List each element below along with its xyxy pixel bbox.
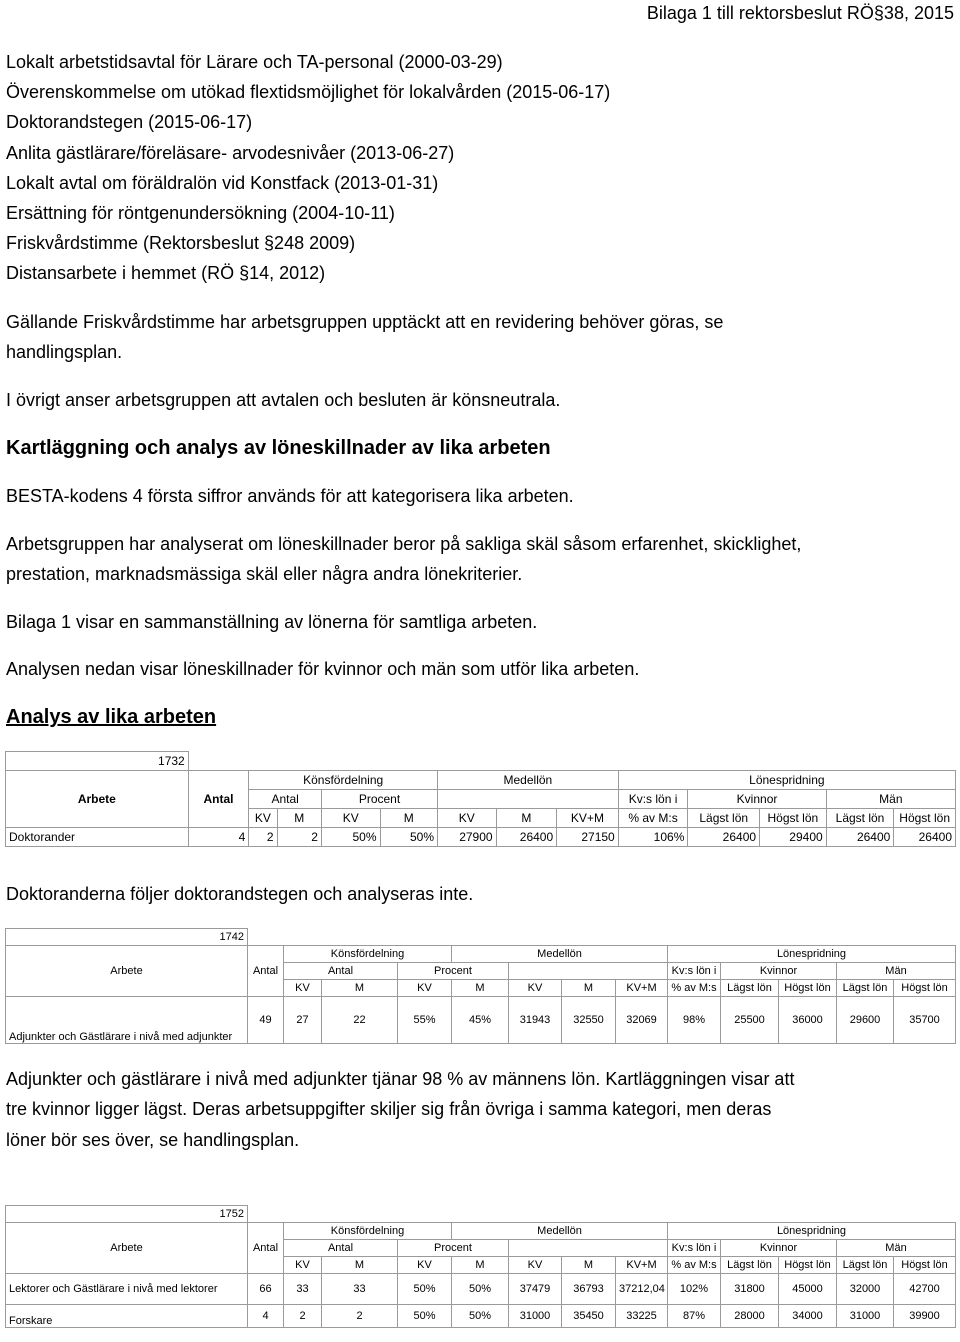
header-hogst: Högst lön [894, 809, 956, 828]
header-lagst: Lägst lön [721, 1257, 779, 1274]
header-pct-av-ms: % av M:s [668, 980, 721, 997]
paragraph-analysis-2: prestation, marknadsmässiga skäl eller några andra lönekriterier. [6, 564, 523, 584]
cell-pct-m: 50% [452, 1274, 509, 1305]
header-arbete: Arbete [6, 771, 189, 828]
cell-kv-lagst: 26400 [688, 828, 760, 847]
header-hogst: Högst lön [779, 980, 837, 997]
cell-pct-kv: 55% [398, 997, 452, 1044]
section-heading: Kartläggning och analys av löneskillnader av lika arbeten [6, 437, 551, 459]
cell-antal: 49 [248, 997, 284, 1044]
besta-code: 1732 [6, 752, 189, 771]
agreement-item: Friskvårdstimme (Rektorsbeslut §248 2009) [6, 233, 356, 253]
cell-med-kv: 31943 [509, 997, 562, 1044]
header-man: Män [837, 1240, 956, 1257]
cell-pct-m: 50% [452, 1305, 509, 1328]
cell-antal: 4 [188, 828, 249, 847]
cell-pct-av-ms: 102% [668, 1274, 721, 1305]
header-medellon: Medellön [452, 946, 668, 963]
header-kvm: KV+M [616, 980, 668, 997]
header-lagst: Lägst lön [837, 1257, 894, 1274]
header-konsfordelning: Könsfördelning [249, 771, 438, 790]
header-m: M [562, 1257, 616, 1274]
cell-med-kv: 27900 [438, 828, 497, 847]
paragraph-appendix: Bilaga 1 visar en sammanställning av lönerna för samtliga arbeten. [6, 612, 538, 632]
cell-m-lagst: 29600 [837, 997, 894, 1044]
cell-arbete: Adjunkter och Gästlärare i nivå med adjunkter [6, 997, 248, 1044]
cell-pct-kv: 50% [398, 1305, 452, 1328]
cell-arbete: Lektorer och Gästlärare i nivå med lektorer [6, 1274, 248, 1305]
cell-antal-m: 22 [322, 997, 398, 1044]
header-hogst: Högst lön [894, 980, 956, 997]
agreement-item: Doktorandstegen (2015-06-17) [6, 112, 253, 132]
header-lagst: Lägst lön [837, 980, 894, 997]
cell-pct-av-ms: 87% [668, 1305, 721, 1328]
cell-antal-m: 2 [322, 1305, 398, 1328]
salary-table-1732 [5, 751, 956, 847]
header-m: M [562, 980, 616, 997]
cell-pct-m: 45% [452, 997, 509, 1044]
header-kv: KV [398, 980, 452, 997]
header-konsfordelning: Könsfördelning [284, 946, 452, 963]
paragraph-adjunkter-3: löner bör ses över, se handlingsplan. [6, 1130, 300, 1150]
subheading-analysis: Analys av lika arbeten [6, 706, 217, 728]
cell-m-hogst: 26400 [894, 828, 956, 847]
header-kvm: KV+M [557, 809, 619, 828]
header-procent: Procent [398, 963, 509, 980]
header-kv: KV [509, 980, 562, 997]
header-m: M [452, 980, 509, 997]
header-kv: KV [284, 980, 322, 997]
appendix-reference: Bilaga 1 till rektorsbeslut RÖ§38, 2015 [646, 3, 954, 23]
header-antal: Antal [248, 1223, 284, 1274]
cell-pct-m: 50% [380, 828, 438, 847]
paragraph-friskvard-1: Gällande Friskvårdstimme har arbetsgruppen upptäckt att en revidering behöver göras, se [6, 312, 724, 332]
header-medellon: Medellön [438, 771, 619, 790]
header-man: Män [826, 790, 955, 809]
paragraph-analysis-intro: Analysen nedan visar löneskillnader för kvinnor och män som utför lika arbeten. [6, 659, 640, 679]
table-row [6, 828, 956, 847]
cell-kv-lagst: 28000 [721, 1305, 779, 1328]
header-lonespridning: Lönespridning [668, 1223, 956, 1240]
cell-kv-hogst: 34000 [779, 1305, 837, 1328]
cell-antal: 66 [248, 1274, 284, 1305]
header-lonespridning: Lönespridning [618, 771, 955, 790]
salary-table-1742 [5, 928, 956, 1044]
table-row [6, 1274, 956, 1305]
header-kv: KV [321, 809, 380, 828]
agreement-item: Lokalt arbetstidsavtal för Lärare och TA-personal (2000-03-29) [6, 52, 503, 72]
header-procent: Procent [321, 790, 437, 809]
cell-antal-kv: 2 [284, 1305, 322, 1328]
paragraph-besta: BESTA-kodens 4 första siffror används för att kategorisera lika arbeten. [6, 486, 574, 506]
cell-med-kvm: 33225 [616, 1305, 668, 1328]
cell-med-m: 36793 [562, 1274, 616, 1305]
cell-pct-av-ms: 106% [618, 828, 688, 847]
header-procent: Procent [398, 1240, 509, 1257]
cell-pct-av-ms: 98% [668, 997, 721, 1044]
header-m: M [322, 1257, 398, 1274]
header-lagst: Lägst lön [721, 980, 779, 997]
cell-arbete: Forskare [6, 1305, 248, 1328]
agreement-item: Distansarbete i hemmet (RÖ §14, 2012) [6, 263, 326, 283]
header-antal-sub: Antal [284, 1240, 398, 1257]
cell-pct-kv: 50% [321, 828, 380, 847]
cell-m-hogst: 42700 [894, 1274, 956, 1305]
header-kvinnor: Kvinnor [721, 963, 837, 980]
header-lagst: Lägst lön [688, 809, 760, 828]
header-kvs-lon: Kv:s lön i [618, 790, 688, 809]
header-kvs-lon: Kv:s lön i [668, 963, 721, 980]
paragraph-gender-neutral: I övrigt anser arbetsgruppen att avtalen och besluten är könsneutrala. [6, 390, 561, 410]
cell-antal-kv: 33 [284, 1274, 322, 1305]
besta-code: 1742 [6, 929, 248, 946]
header-pct-av-ms: % av M:s [668, 1257, 721, 1274]
paragraph-adjunkter-2: tre kvinnor ligger lägst. Deras arbetsuppgifter skiljer sig från övriga i samma kategori, men deras [6, 1099, 772, 1119]
paragraph-analysis-1: Arbetsgruppen har analyserat om löneskillnader beror på sakliga skäl såsom erfarenhet, skicklighet, [6, 534, 802, 554]
paragraph-friskvard-2: handlingsplan. [6, 342, 123, 362]
header-antal: Antal [248, 946, 284, 997]
header-kv: KV [249, 809, 277, 828]
header-hogst: Högst lön [779, 1257, 837, 1274]
agreement-item: Ersättning för röntgenundersökning (2004-10-11) [6, 203, 395, 223]
cell-arbete: Doktorander [6, 828, 189, 847]
header-m: M [496, 809, 557, 828]
header-antal-sub: Antal [249, 790, 322, 809]
header-pct-av-ms: % av M:s [618, 809, 688, 828]
paragraph-doktorander: Doktoranderna följer doktorandstegen och analyseras inte. [6, 884, 474, 904]
header-hogst: Högst lön [894, 1257, 956, 1274]
cell-med-m: 26400 [496, 828, 557, 847]
paragraph-adjunkter-1: Adjunkter och gästlärare i nivå med adjunkter tjänar 98 % av männens lön. Kartläggningen visar att [6, 1069, 795, 1089]
header-m: M [452, 1257, 509, 1274]
cell-m-lagst: 31000 [837, 1305, 894, 1328]
agreement-item: Lokalt avtal om föräldralön vid Konstfack (2013-01-31) [6, 173, 439, 193]
header-kv: KV [438, 809, 497, 828]
agreement-item: Anlita gästlärare/föreläsare- arvodesnivåer (2013-06-27) [6, 143, 455, 163]
header-hogst: Högst lön [760, 809, 827, 828]
salary-table-1752 [5, 1205, 956, 1328]
header-m: M [380, 809, 438, 828]
cell-pct-kv: 50% [398, 1274, 452, 1305]
header-kvm: KV+M [616, 1257, 668, 1274]
cell-kv-lagst: 25500 [721, 997, 779, 1044]
header-kv: KV [398, 1257, 452, 1274]
table-row [6, 997, 956, 1044]
header-arbete: Arbete [6, 946, 248, 997]
cell-kv-hogst: 29400 [760, 828, 827, 847]
header-medellon: Medellön [452, 1223, 668, 1240]
cell-kv-lagst: 31800 [721, 1274, 779, 1305]
cell-med-kvm: 37212,04 [616, 1274, 668, 1305]
header-man: Män [837, 963, 956, 980]
header-kv: KV [509, 1257, 562, 1274]
cell-m-hogst: 35700 [894, 997, 956, 1044]
cell-med-kvm: 32069 [616, 997, 668, 1044]
header-m: M [277, 809, 321, 828]
header-konsfordelning: Könsfördelning [284, 1223, 452, 1240]
header-kvinnor: Kvinnor [721, 1240, 837, 1257]
cell-m-lagst: 26400 [826, 828, 894, 847]
cell-antal-m: 33 [322, 1274, 398, 1305]
cell-med-m: 32550 [562, 997, 616, 1044]
cell-kv-hogst: 36000 [779, 997, 837, 1044]
cell-med-kv: 31000 [509, 1305, 562, 1328]
header-lonespridning: Lönespridning [668, 946, 956, 963]
cell-antal-kv: 2 [249, 828, 277, 847]
cell-med-kv: 37479 [509, 1274, 562, 1305]
cell-m-lagst: 32000 [837, 1274, 894, 1305]
cell-kv-hogst: 45000 [779, 1274, 837, 1305]
cell-antal-kv: 27 [284, 997, 322, 1044]
header-arbete: Arbete [6, 1223, 248, 1274]
cell-med-m: 35450 [562, 1305, 616, 1328]
table-row [6, 1305, 956, 1328]
header-kvs-lon: Kv:s lön i [668, 1240, 721, 1257]
cell-antal: 4 [248, 1305, 284, 1328]
header-kvinnor: Kvinnor [688, 790, 826, 809]
header-kv: KV [284, 1257, 322, 1274]
header-lagst: Lägst lön [826, 809, 894, 828]
cell-m-hogst: 39900 [894, 1305, 956, 1328]
header-antal-sub: Antal [284, 963, 398, 980]
besta-code: 1752 [6, 1206, 248, 1223]
header-m: M [322, 980, 398, 997]
cell-antal-m: 2 [277, 828, 321, 847]
cell-med-kvm: 27150 [557, 828, 619, 847]
header-antal: Antal [188, 771, 249, 828]
agreement-item: Överenskommelse om utökad flextidsmöjlighet för lokalvården (2015-06-17) [6, 82, 611, 102]
